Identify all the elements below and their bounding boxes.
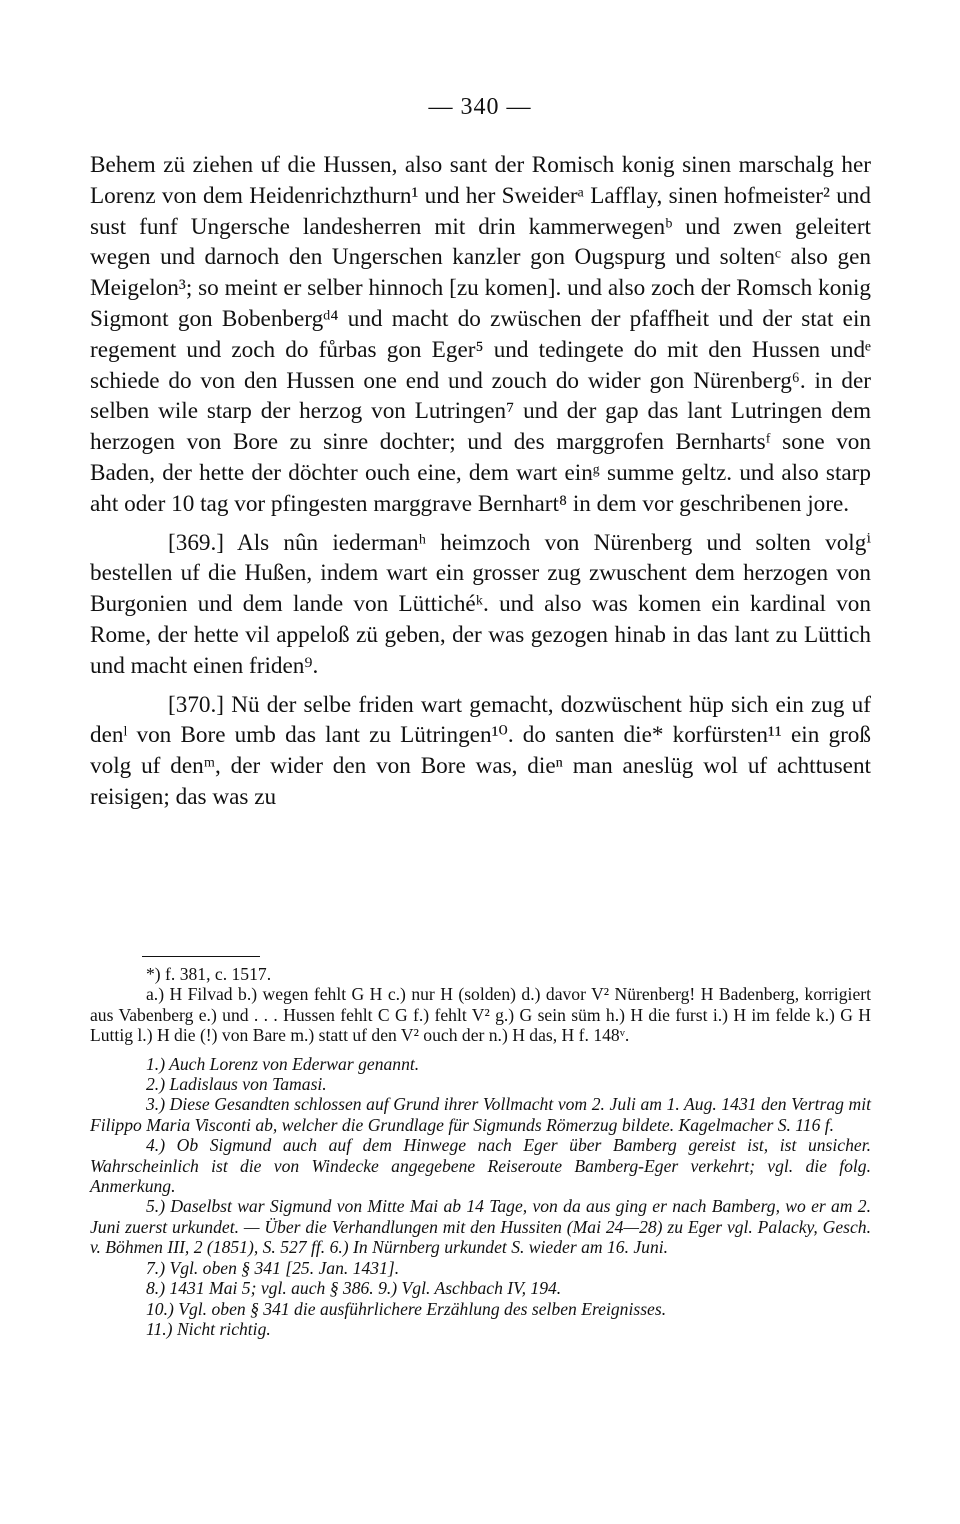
commentary-note-2: 2.) Ladislaus von Tamasi.: [146, 1074, 327, 1095]
variant-apparatus: a.) H Filvad b.) wegen fehlt G H c.) nur H (solden) d.) davor V² Nürenberg! H Badenberg, korrigiert aus Vabenberg e.) und . . . Hussen fehlt C G f.) fehlt V² g.) G sein süm h.) H die furst i.) H im felde k.) G H Luttig l.) H die (!) von Bare m.) statt uf den V² ouch der n.) H das, H f. 148ᵛ.: [90, 984, 871, 1046]
commentary-note-4: 4.) Ob Sigmund auch auf dem Hinwege nach Eger über Bamberg gereist ist, ist unsicher. Wahrscheinlich ist die von Windecke angegebene Reiseroute Bamberg-Eger verkehrt; vgl. die folg. Anmerkung.: [90, 1135, 871, 1197]
commentary-note-3: 3.) Diese Gesandten schlossen auf Grund ihrer Vollmacht vom 2. Juli am 1. Aug. 1431 den Vertrag mit Filippo Maria Visconti ab, welcher die Grundlage für Sigmunds Römerzug bildete. Kagelmacher S. 116 f.: [90, 1094, 871, 1135]
commentary-note-10: 10.) Vgl. oben § 341 die ausführlichere Erzählung des selben Ereignisses.: [146, 1298, 667, 1319]
commentary-note-8-9: 8.) 1431 Mai 5; vgl. auch § 386. 9.) Vgl. Aschbach IV, 194.: [146, 1278, 562, 1299]
body-paragraph-370: [370.] Nü der selbe friden wart gemacht, dozwüschent hüp sich ein zug uf denˡ von Bore umb das lant zu Lütringen¹⁰. do santen die* korfürsten¹¹ ein groß volg uf denᵐ, der wider den von Bore was, dieⁿ man aneslüg wol uf achttusent reisigen; das was zu: [90, 691, 871, 810]
body-paragraph-369: [369.] Als nûn iedermanʰ heimzoch von Nürenberg und solten volgⁱ bestellen uf die Hußen, indem wart ein grosser zug zwuschent dem herzogen von Burgonien und dem lande von Lüttichéᵏ. und also was komen ein kardinal von Rome, der hette vil appeloß zü geben, der was gezogen hinab in das lant zu Lüttich und macht einen friden⁹.: [90, 529, 871, 679]
footnote-asterisk: *) f. 381, c. 1517.: [146, 964, 272, 984]
commentary-note-1: 1.) Auch Lorenz von Ederwar genannt.: [146, 1053, 420, 1074]
commentary-note-5-6: 5.) Daselbst war Sigmund von Mitte Mai ab 14 Tage, von da aus ging er nach Bamberg, wo er am 2. Juni zuerst urkundet. — Über die Verhandlungen mit den Hussiten (Mai 24—28) zu Eger vgl. Palacky, Gesch. v. Böhmen III, 2 (1851), S. 527 ff. 6.) In Nürnberg urkundet S. wieder am 16. Juni.: [90, 1196, 871, 1258]
commentary-note-11: 11.) Nicht richtig.: [146, 1318, 271, 1339]
main-text: [90, 150, 871, 813]
footnotes: [90, 964, 871, 1339]
commentary-note-7: 7.) Vgl. oben § 341 [25. Jan. 1431].: [146, 1257, 400, 1278]
page-number: — 340 —: [428, 94, 532, 120]
footnote-divider: [142, 956, 260, 957]
body-paragraph-continuation: Behem zü ziehen uf die Hussen, also sant der Romisch konig sinen marschalg her Lorenz von dem Heidenrichzthurn¹ und her Sweiderᵃ Lafflay, sinen hofmeister² und sust funf Ungersche landesherren mit drin kammerwegenᵇ und zwen geleitert wegen und darnoch den Ungerschen kanzler gon Ougspurg und soltenᶜ also gen Meigelon³; so meint er selber hinnoch [zu komen]. und also zoch der Romsch konig Sigmont gon Bobenbergᵈ⁴ und macht do zwüschen der pfaffheit und der stat ein regement und zoch do fůrbas gon Eger⁵ und tedingete do mit den Hussen undᵉ schiede do von den Hussen one end und zouch do wider gon Nürenberg⁶. in der selben wile starp der herzog von Lutringen⁷ und der gap das lant Lutringen dem herzogen von Bore zu sinre dochter; und des marggrofen Bernhartsᶠ sone von Baden, der hette der döchter ouch eine, dem wart einᵍ summe geltz. und also starp aht oder 10 tag vor pfingesten marggrave Bernhart⁸ in dem vor geschribenen jore.: [90, 152, 871, 517]
